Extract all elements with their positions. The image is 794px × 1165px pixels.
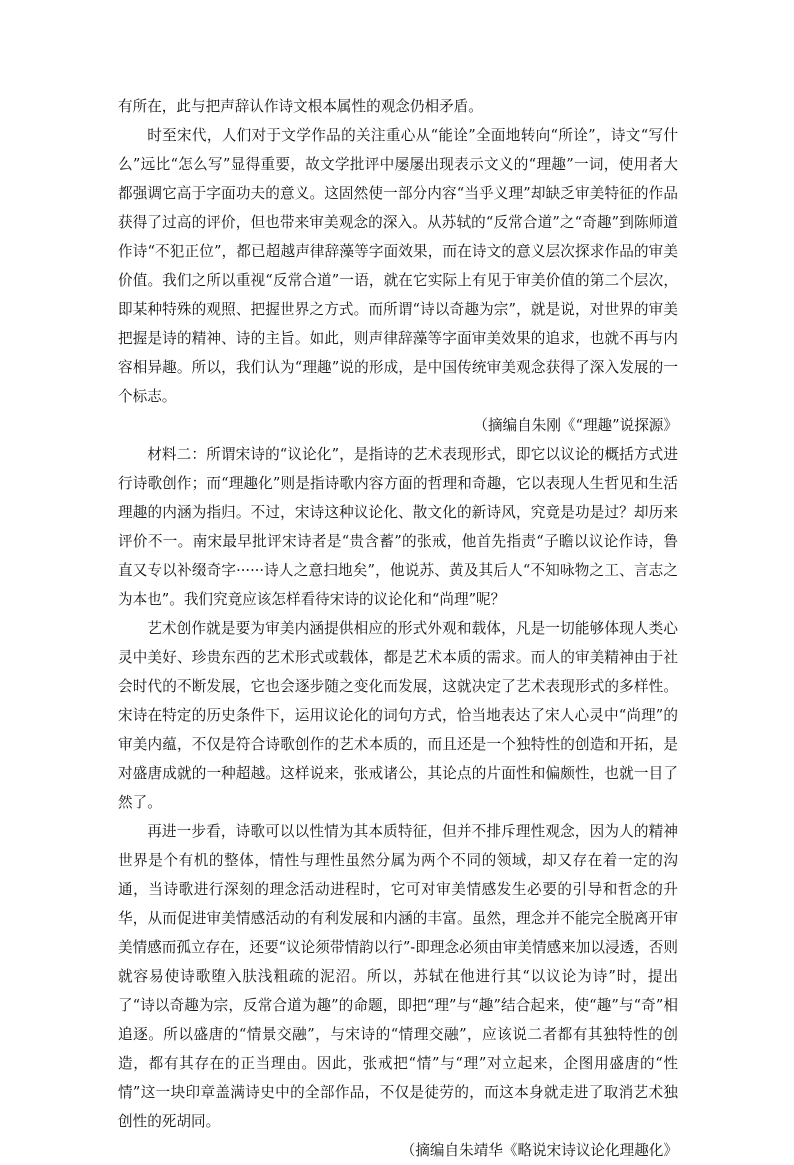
paragraph-song-dynasty: 时至宋代，人们对于文学作品的关注重心从“能诠”全面地转向“所诠”，诗文“写什么”远比“怎么写”显得重要，故文学批评中屡屡出现表示文义的“理趣”一词，使用者大都强调它高于字面功夫的意义。这固然使一部分内容“当乎义理”却缺乏审美特征的作品获得了过高的评价，但也带来审美观念的深入。从苏轼的“反常合道”之“奇趣”到陈师道作诗“不犯正位”，都已超越声律辞藻等字面效果，而在诗文的意义层次探求作品的审美价值。我们之所以重视“反常合道”一语，就在它实际上有见于审美价值的第二个层次，即某种特殊的观照、把握世界之方式。而所谓“诗以奇趣为宗”，就是说，对世界的审美把握是诗的精神、诗的主旨。如此，则声律辞藻等字面审美效果的追求，也就不再与内容相异趣。所以，我们认为“理趣”说的形成，是中国传统审美观念获得了深入发展的一个标志。 xyxy=(118,127,678,405)
document-page xyxy=(118,92,678,1165)
source-citation-2: （摘编自朱靖华《略说宋诗议论化理趣化》 xyxy=(400,1142,678,1159)
paragraph-further-step: 再进一步看，诗歌可以以性情为其本质特征，但并不排斥理性观念，因为人的精神世界是个有机的整体，情性与理性虽然分属为两个不同的领域，却又存在着一定的沟通，当诗歌进行深刻的理念活动进程时，它可对审美情感发生必要的引导和哲念的升华，从而促进审美情感活动的有利发展和内涵的丰富。虽然，理念并不能完全脱离开审美情感而孤立存在，还要“议论须带情韵以行”-即理念必须由审美情感来加以浸透，否则就容易使诗歌堕入肤浅粗疏的泥沼。所以，苏轼在他进行其“以议论为诗”时，提出了“诗以奇趣为宗，反常合道为趣”的命题，即把“理”与“趣”结合起来，使“趣”与“奇”相追逐。所以盛唐的“情景交融”，与宋诗的“情理交融”，应该说二者都有其独特性的创造，都有其存在的正当理由。因此，张戒把“情”与“理”对立起来，企图用盛唐的“性情”这一块印章盖满诗史中的全部作品，不仅是徒劳的，而这本身就走进了取消艺术独创性的死胡同。 xyxy=(118,823,678,1130)
source-citation-1: （摘编自朱刚《“理趣”说探源》 xyxy=(473,417,678,434)
paragraph-continued: 有所在，此与把声辞认作诗文根本属性的观念仍相矛盾。 xyxy=(118,98,483,115)
paragraph-material-two: 材料二：所谓宋诗的“议论化”，是指诗的艺术表现形式，即它以议论的概括方式进行诗歌创作；而“理趣化”则是指诗歌内容方面的哲理和奇趣，它以表现人生哲见和生活理趣的内涵为指归。不过，宋诗这种议论化、散文化的新诗风，究竟是功是过？却历来评价不一。南宋最早批评宋诗者是“贵含蓄”的张戒，他首先指责“子瞻以议论作诗，鲁直又专以补缀奇字······诗人之意扫地矣”，他说苏、黄及其后人“不知咏物之工、言志之为本也”。我们究竟应该怎样看待宋诗的议论化和“尚理”呢？ xyxy=(118,446,678,608)
paragraph-art-creation: 艺术创作就是要为审美内涵提供相应的形式外观和载体，凡是一切能够体现人类心灵中美好、珍贵东西的艺术形式或载体，都是艺术本质的需求。而人的审美精神由于社会时代的不断发展，它也会逐步随之变化而发展，这就决定了艺术表现形式的多样性。宋诗在特定的历史条件下，运用议论化的词句方式，恰当地表达了宋人心灵中“尚理”的审美内蕴，不仅是符合诗歌创作的艺术本质的，而且还是一个独特性的创造和开拓，是对盛唐成就的一种超越。这样说来，张戒诸公，其论点的片面性和偏颇性，也就一目了然了。 xyxy=(118,620,678,811)
